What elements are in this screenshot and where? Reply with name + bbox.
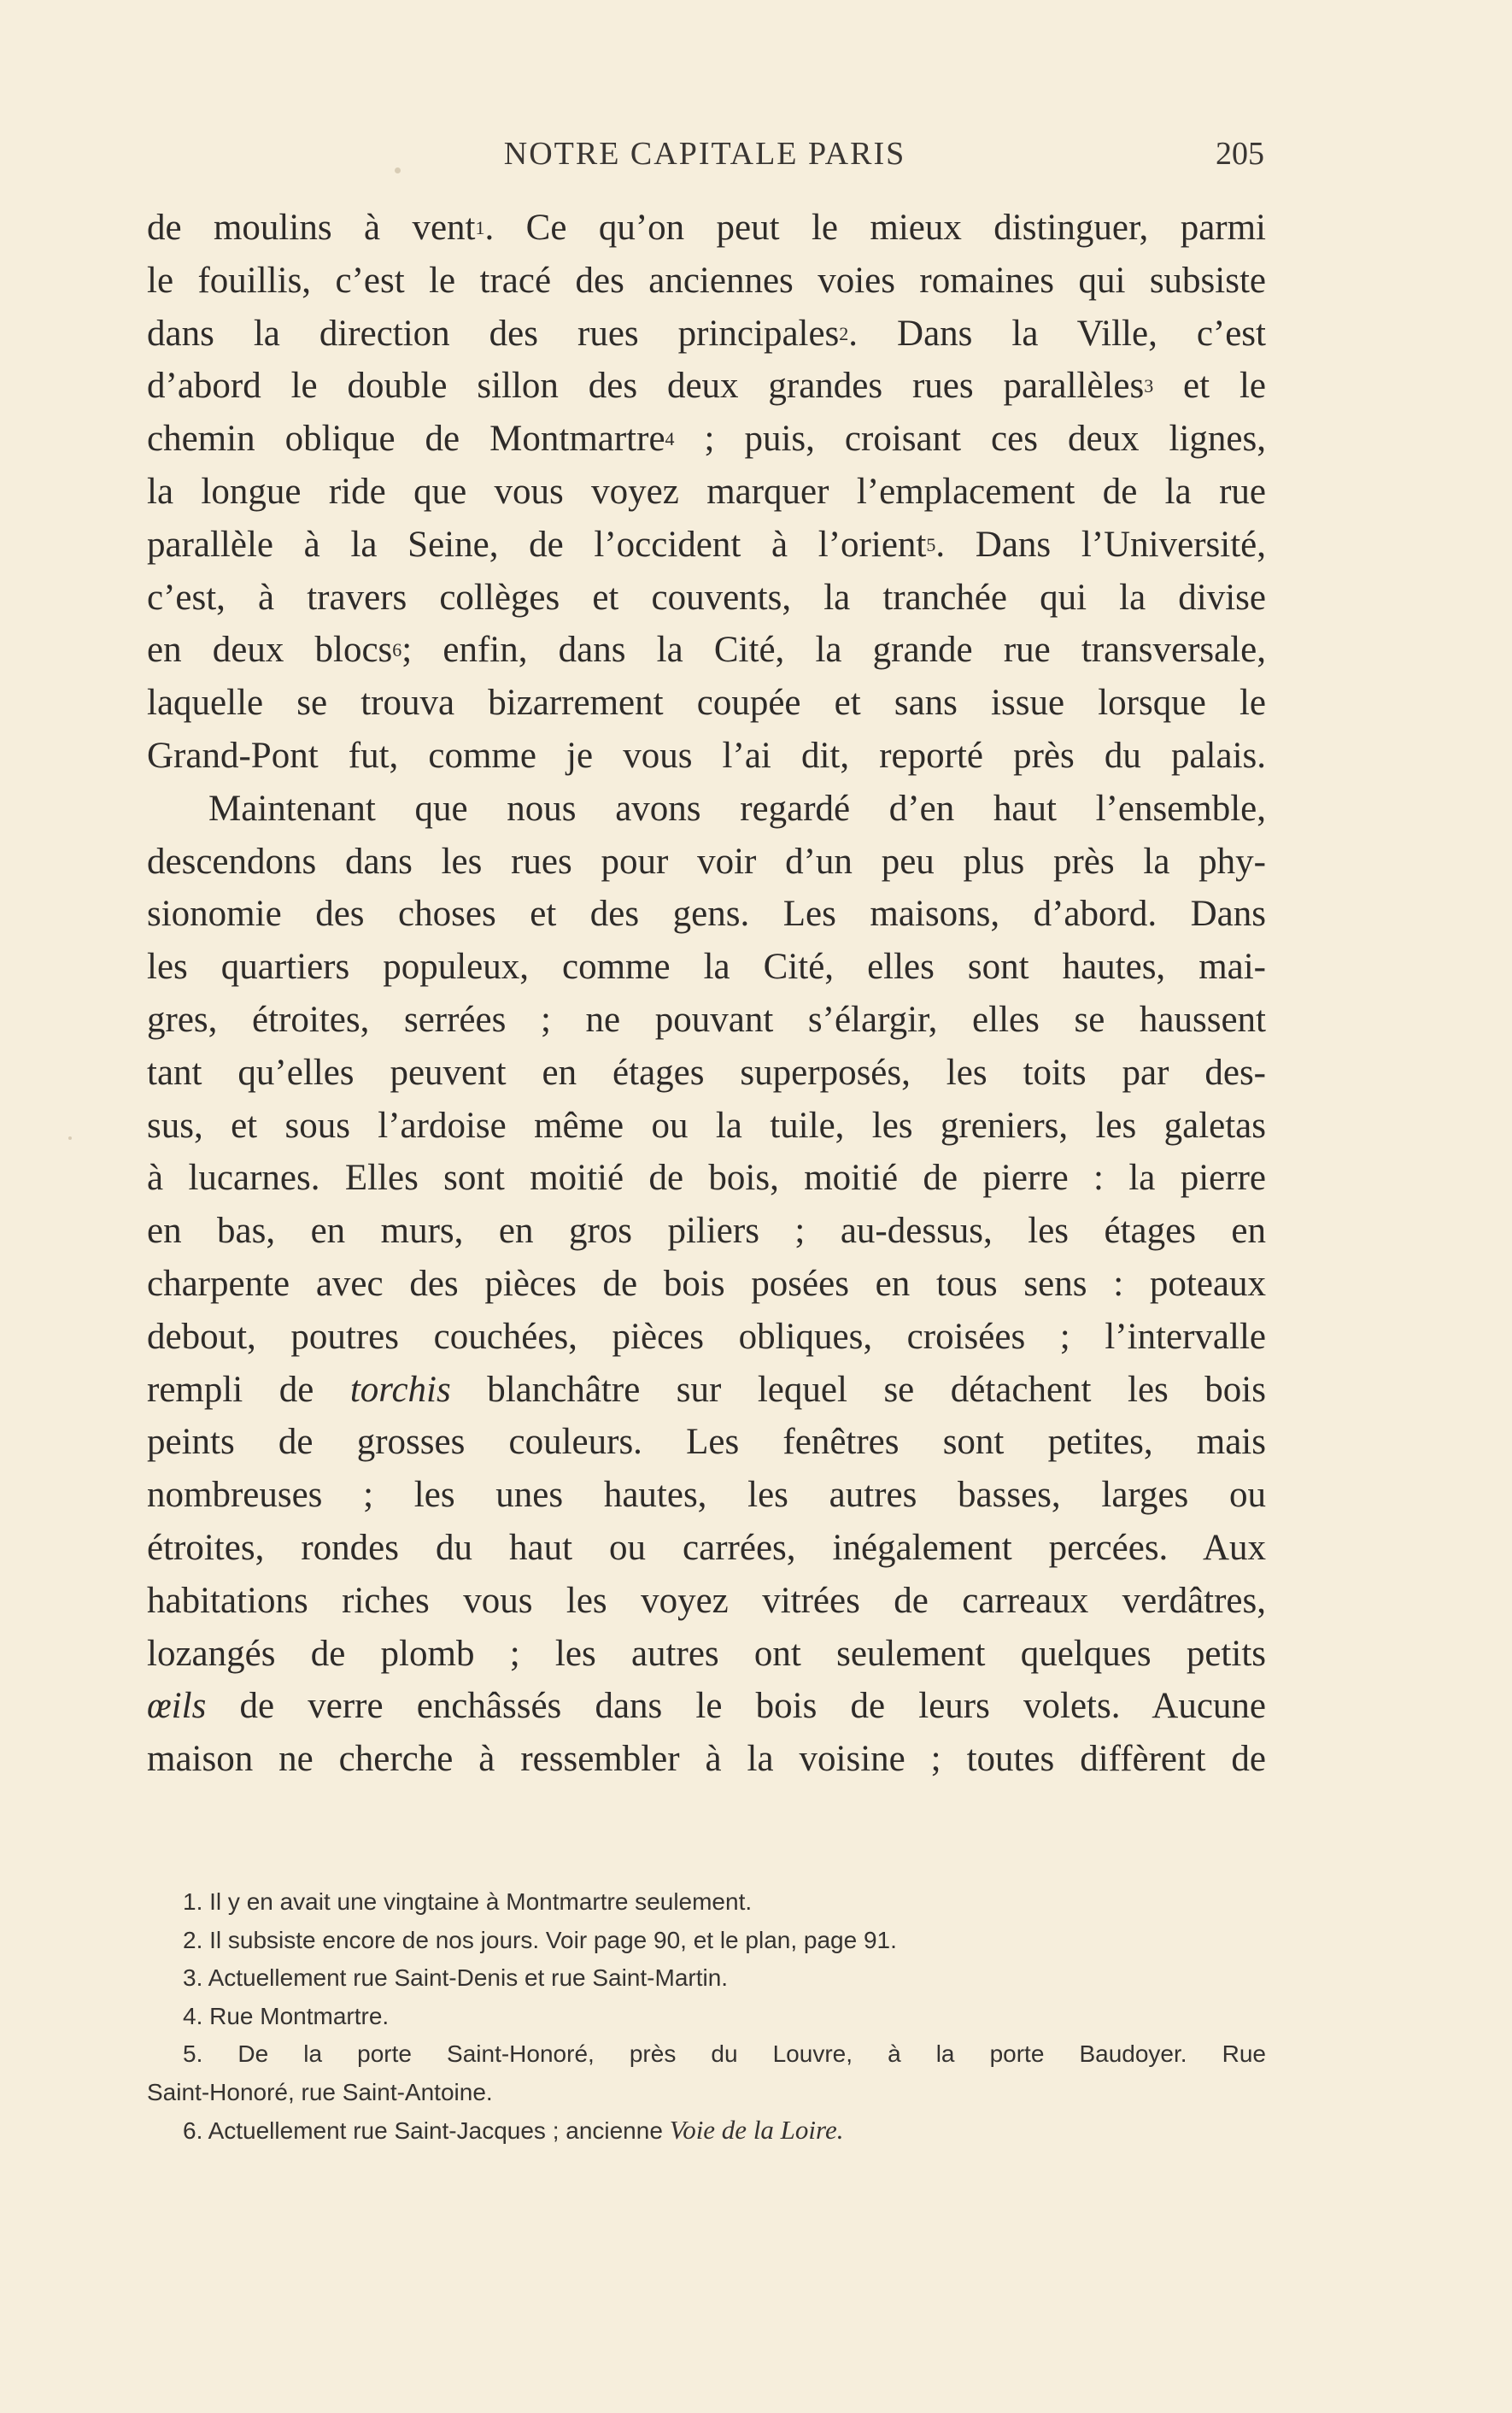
footnote-text: 5. De la porte Saint-Honoré, près du Louvre, à la porte Baudoyer. Rue — [183, 2040, 1266, 2067]
footnote — [147, 1883, 1266, 1922]
text-line — [147, 1628, 1266, 1681]
text-line — [147, 1522, 1266, 1575]
footnote-italic: Voie de la Loire. — [669, 2115, 844, 2145]
text-line — [147, 255, 1266, 308]
line-text: laquelle se trouva bizarrement coupée et sans issue lorsque le — [147, 683, 1266, 724]
footnote-text: Saint-Honoré, rue Saint-Antoine. — [147, 2078, 493, 2105]
page-number: 205 — [1216, 136, 1264, 172]
line-text: sionomie des choses et des gens. Les maisons, d’abord. Dans — [147, 894, 1266, 935]
line-text: . Dans la Ville, c’est — [848, 313, 1266, 354]
text-line — [147, 1205, 1266, 1258]
line-text: la longue ride que vous voyez marquer l’emplacement de la rue — [147, 471, 1266, 512]
paper-speck — [395, 167, 401, 173]
footnote — [147, 1998, 1266, 2036]
footnote — [147, 2035, 1266, 2074]
text-line — [147, 413, 1266, 466]
line-text: lozangés de plomb ; les autres ont seulement quelques petits — [147, 1633, 1266, 1674]
text-line — [147, 1680, 1266, 1733]
line-text: ; puis, croisant ces deux lignes, — [674, 419, 1267, 460]
footnote — [147, 1959, 1266, 1998]
line-text: c’est, à travers collèges et couvents, la tranchée qui la divise — [147, 577, 1266, 618]
footnote-text: 2. Il subsiste encore de nos jours. Voir page 90, et le plan, page 91. — [183, 1926, 897, 1953]
running-title: NOTRE CAPITALE PARIS — [503, 136, 906, 172]
text-line — [147, 1311, 1266, 1364]
text-line — [147, 836, 1266, 889]
text-line — [147, 572, 1266, 625]
footnote-ref[interactable]: 1 — [475, 217, 485, 238]
footnote-text: 6. Actuellement rue Saint-Jacques ; ancienne — [183, 2117, 670, 2144]
line-text: parallèle à la Seine, de l’occident à l’orient — [147, 524, 927, 565]
footnotes — [147, 1883, 1266, 2151]
line-text: charpente avec des pièces de bois posées en tous sens : poteaux — [147, 1263, 1266, 1304]
footnote-ref[interactable]: 2 — [839, 322, 849, 344]
text-line — [147, 519, 1266, 572]
line-text: habitations riches vous les voyez vitrées de carreaux verdâtres, — [147, 1580, 1266, 1621]
line-text: Maintenant que nous avons regardé d’en haut l’ensemble, — [208, 788, 1266, 829]
italic-term: torchis — [349, 1369, 451, 1410]
text-line — [147, 888, 1266, 941]
line-text: de verre enchâssés dans le bois de leurs volets. Aucune — [206, 1686, 1266, 1727]
line-text: chemin oblique de Montmartre — [147, 419, 665, 460]
text-line — [147, 1152, 1266, 1205]
footnote-text: 4. Rue Montmartre. — [183, 2002, 390, 2029]
line-text: nombreuses ; les unes hautes, les autres basses, larges ou — [147, 1475, 1266, 1516]
text-line — [147, 1469, 1266, 1522]
line-text: et le — [1153, 366, 1266, 407]
text-line — [147, 1416, 1266, 1469]
text-line — [147, 624, 1266, 677]
line-text: ; enfin, dans la Cité, la grande rue transversale, — [401, 630, 1266, 671]
text-line — [147, 1733, 1266, 1786]
line-text: blanchâtre sur lequel se détachent les bois — [450, 1369, 1266, 1410]
footnote-ref[interactable]: 5 — [926, 533, 936, 555]
line-text: . Dans l’Université, — [935, 524, 1266, 565]
line-text: le fouillis, c’est le tracé des anciennes voies romaines qui subsiste — [147, 260, 1266, 301]
footnote-ref[interactable]: 4 — [665, 428, 675, 450]
text-line — [147, 730, 1266, 783]
text-line — [147, 1047, 1266, 1100]
footnote — [147, 2111, 1266, 2151]
text-line — [147, 677, 1266, 730]
text-line — [147, 1100, 1266, 1153]
paper-speck — [68, 1136, 72, 1140]
footnote-text: 1. Il y en avait une vingtaine à Montmartre seulement. — [183, 1888, 753, 1915]
text-line — [147, 941, 1266, 994]
line-text: dans la direction des rues principales — [147, 313, 840, 354]
line-text: gres, étroites, serrées ; ne pouvant s’élargir, elles se haussent — [147, 999, 1266, 1040]
text-line — [147, 202, 1266, 255]
line-text: les quartiers populeux, comme la Cité, elles sont hautes, mai- — [147, 947, 1266, 988]
footnote — [147, 2074, 1266, 2112]
text-line — [147, 1258, 1266, 1311]
line-text: Grand-Pont fut, comme je vous l’ai dit, reporté près du palais. — [147, 735, 1266, 776]
line-text: . Ce qu’on peut le mieux distinguer, parmi — [484, 208, 1267, 248]
footnote-ref[interactable]: 6 — [392, 639, 402, 661]
line-text: rempli de — [147, 1369, 350, 1410]
text-line — [147, 308, 1266, 361]
text-line — [147, 783, 1266, 836]
page-header — [145, 135, 1264, 178]
line-text: étroites, rondes du haut ou carrées, inégalement percées. Aux — [147, 1527, 1266, 1568]
text-line — [147, 994, 1266, 1047]
line-text: en deux blocs — [147, 630, 393, 671]
main-text — [147, 202, 1266, 1786]
text-line — [147, 466, 1266, 519]
italic-term: œils — [147, 1686, 207, 1727]
footnote — [147, 1922, 1266, 1960]
line-text: de moulins à vent — [147, 208, 476, 248]
line-text: en bas, en murs, en gros piliers ; au-dessus, les étages en — [147, 1211, 1266, 1252]
line-text: d’abord le double sillon des deux grandes rues parallèles — [147, 366, 1145, 407]
footnote-text: 3. Actuellement rue Saint-Denis et rue Saint-Martin. — [183, 1964, 729, 1991]
line-text: sus, et sous l’ardoise même ou la tuile, les greniers, les galetas — [147, 1105, 1266, 1146]
text-line — [147, 1364, 1266, 1417]
line-text: peints de grosses couleurs. Les fenêtres sont petites, mais — [147, 1422, 1266, 1463]
line-text: tant qu’elles peuvent en étages superposés, les toits par des- — [147, 1052, 1266, 1093]
footnote-ref[interactable]: 3 — [1144, 375, 1154, 397]
line-text: à lucarnes. Elles sont moitié de bois, moitié de pierre : la pierre — [147, 1158, 1266, 1199]
line-text: maison ne cherche à ressembler à la voisine ; toutes diffèrent de — [147, 1739, 1266, 1780]
text-line — [147, 1575, 1266, 1628]
line-text: debout, poutres couchées, pièces obliques, croisées ; l’intervalle — [147, 1316, 1266, 1357]
line-text: descendons dans les rues pour voir d’un peu plus près la phy- — [147, 841, 1266, 882]
text-line — [147, 360, 1266, 413]
